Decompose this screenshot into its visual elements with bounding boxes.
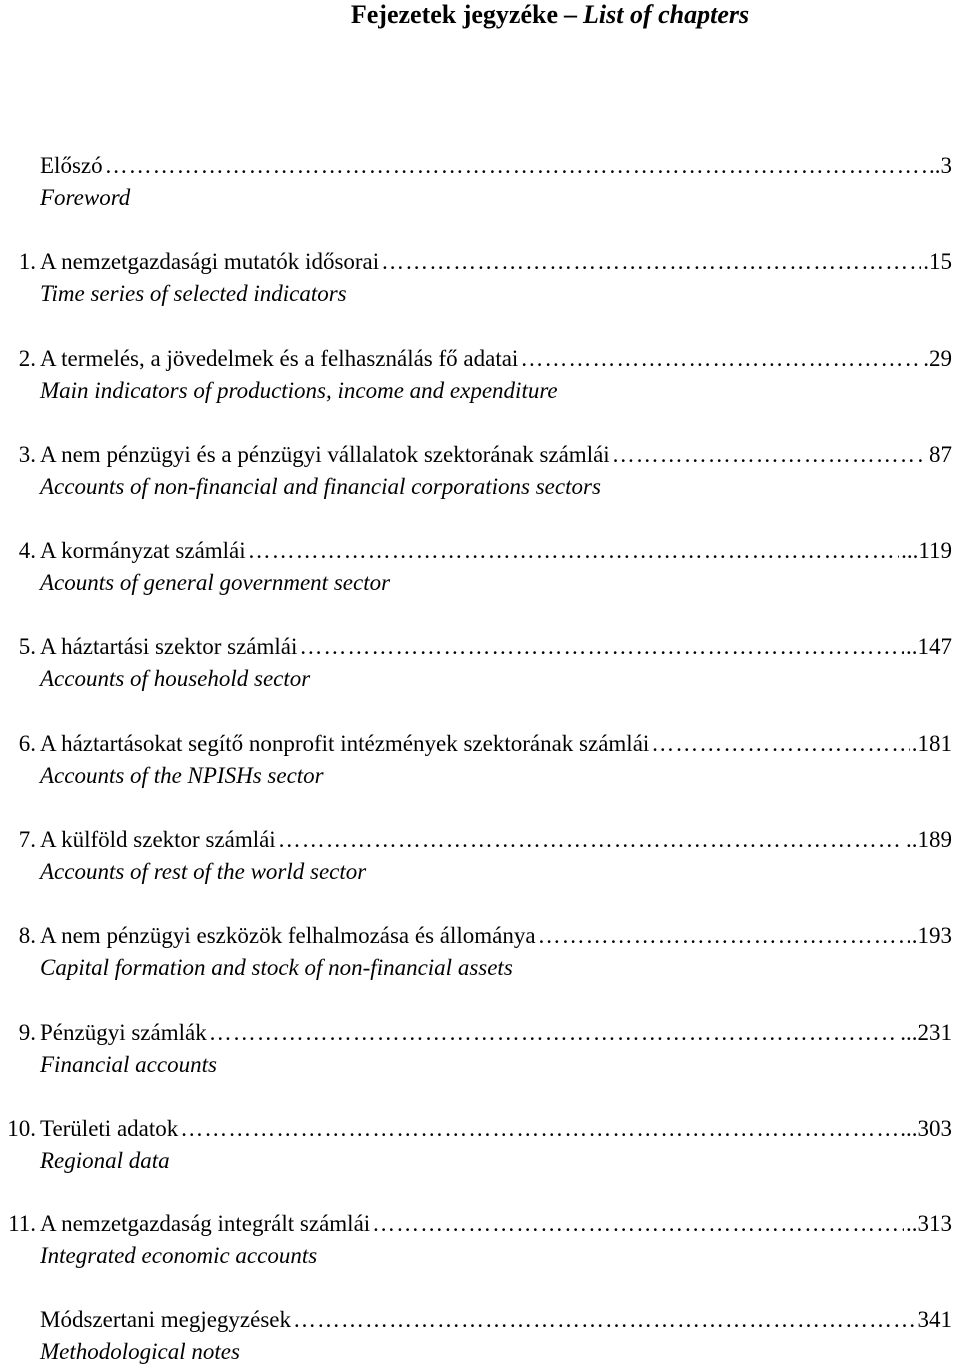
- toc-entry-english-subtitle: Main indicators of productions, income and expenditure: [40, 378, 558, 403]
- toc-entry-english-subtitle: Accounts of rest of the world sector: [40, 859, 367, 884]
- page-title-hungarian: Fejezetek jegyzéke: [350, 0, 559, 29]
- toc-entry-page-number: ...303: [900, 1116, 952, 1141]
- page-title-english: List of chapters: [583, 0, 750, 29]
- toc-entry: [0, 1016, 960, 1077]
- toc-entry-number: 2.: [18, 346, 36, 371]
- toc-entry-english-subtitle: Accounts of the NPISHs sector: [40, 763, 324, 788]
- toc-entry-dot-leader: [612, 438, 916, 472]
- toc-entry-dot-leader: [651, 727, 909, 761]
- toc-entry-line: [0, 919, 960, 953]
- toc-entry-english-subtitle: Capital formation and stock of non-financial assets: [40, 955, 513, 980]
- toc-entry: [0, 630, 960, 691]
- toc-entry-page-number: ...231: [900, 1020, 952, 1045]
- toc-entry: [0, 534, 960, 595]
- toc-entry-page-number: ..147: [906, 634, 952, 659]
- toc-entry-number: 10.: [7, 1116, 36, 1141]
- toc-entry-line: [0, 1016, 960, 1050]
- toc-entry-page-number: 341: [917, 1307, 952, 1332]
- toc-entry-title: A nem pénzügyi eszközök felhalmozása és állománya: [40, 923, 536, 948]
- toc-entry-line: [0, 149, 960, 183]
- toc-entry-number: 4.: [18, 538, 36, 563]
- toc-entry-english-subtitle: Methodological notes: [40, 1339, 240, 1364]
- toc-entry-line: [0, 727, 960, 761]
- toc-entry-page-number: ..189: [906, 827, 952, 852]
- toc-entry-title: Előszó: [40, 153, 103, 178]
- toc-entry-title: A nemzetgazdasági mutatók idősorai: [40, 249, 380, 274]
- toc-entry-english-subtitle: Integrated economic accounts: [40, 1243, 318, 1268]
- toc-entry-number: 9.: [18, 1020, 36, 1045]
- toc-entry-line: [0, 1112, 960, 1146]
- toc-entry-dot-leader: [105, 149, 927, 183]
- toc-entry-page-number: ...119: [901, 538, 952, 563]
- toc-entry: [0, 727, 960, 788]
- toc-entry-dot-leader: [180, 1112, 898, 1146]
- page-title: [0, 0, 960, 30]
- toc-entry-line: [0, 245, 960, 279]
- toc-entry-number: 6.: [18, 731, 36, 756]
- toc-entry-line: [0, 438, 960, 472]
- toc-entry-dot-leader: [520, 342, 921, 376]
- toc-entry: [0, 245, 960, 306]
- toc-entry-english-subtitle: Acounts of general government sector: [40, 570, 391, 595]
- toc-entry: [0, 342, 960, 403]
- toc-entry: [0, 919, 960, 980]
- toc-entry: [0, 823, 960, 884]
- toc-entry-line: [0, 630, 960, 664]
- toc-entry-english-subtitle: Financial accounts: [40, 1052, 217, 1077]
- toc-entry-line: [0, 1207, 960, 1241]
- toc-entry-dot-leader: [538, 919, 910, 953]
- toc-entry: [0, 1112, 960, 1173]
- toc-entry-page-number: .29: [923, 346, 952, 371]
- toc-entry-number: 1.: [18, 249, 36, 274]
- toc-entry-title: A termelés, a jövedelmek és a felhasználás fő adatai: [40, 346, 519, 371]
- toc-entry-dot-leader: [248, 534, 899, 568]
- toc-entry-english-subtitle: Time series of selected indicators: [40, 281, 347, 306]
- toc-entry-number: 5.: [18, 634, 36, 659]
- toc-entry: [0, 438, 960, 499]
- toc-entry-line: [0, 342, 960, 376]
- toc-entry-title: Területi adatok: [40, 1116, 179, 1141]
- toc-entry-title: A külföld szektor számlái: [40, 827, 276, 852]
- toc-entry-dot-leader: [372, 1207, 904, 1241]
- toc-entry-page-number: ..313: [906, 1211, 952, 1236]
- toc-entry-number: 11.: [8, 1211, 36, 1236]
- toc-entry: [0, 149, 960, 210]
- toc-entry-line: [0, 1303, 960, 1337]
- toc-entry-title: A háztartási szektor számlái: [40, 634, 298, 659]
- toc-entry-page-number: ..3: [929, 153, 952, 178]
- toc-entry-line: [0, 823, 960, 857]
- toc-entry-title: A nem pénzügyi és a pénzügyi vállalatok szektorának számlái: [40, 442, 610, 467]
- toc-entry: [0, 1207, 960, 1268]
- toc-entry-number: 8.: [18, 923, 36, 948]
- toc-entry-english-subtitle: Foreword: [40, 185, 131, 210]
- toc-entry-english-subtitle: Accounts of household sector: [40, 666, 311, 691]
- toc-entry-dot-leader: [299, 630, 904, 664]
- toc-entry-number: 7.: [18, 827, 36, 852]
- toc-entry-line: [0, 534, 960, 568]
- toc-entry-title: A nemzetgazdaság integrált számlái: [40, 1211, 371, 1236]
- toc-entry-page-number: . 87: [917, 442, 952, 467]
- toc-entry-title: A kormányzat számlái: [40, 538, 246, 563]
- toc-entry-number: 3.: [18, 442, 36, 467]
- toc-entry-page-number: .193: [911, 923, 952, 948]
- toc-entry-title: Pénzügyi számlák: [40, 1020, 207, 1045]
- toc-entry-title: A háztartásokat segítő nonprofit intézmények szektorának számlái: [40, 731, 650, 756]
- toc-entry-english-subtitle: Regional data: [40, 1148, 170, 1173]
- toc-entry-dot-leader: [209, 1016, 899, 1050]
- toc-entry-dot-leader: [381, 245, 921, 279]
- page-title-separator: –: [564, 0, 578, 29]
- toc-entry-page-number: .15: [923, 249, 952, 274]
- toc-entry: [0, 1303, 960, 1364]
- toc-entry-title: Módszertani megjegyzések: [40, 1307, 291, 1332]
- toc-entry-dot-leader: [278, 823, 904, 857]
- toc-entry-dot-leader: [293, 1303, 916, 1337]
- toc-entry-page-number: .181: [911, 731, 952, 756]
- toc-entry-english-subtitle: Accounts of non-financial and financial corporations sectors: [40, 474, 601, 499]
